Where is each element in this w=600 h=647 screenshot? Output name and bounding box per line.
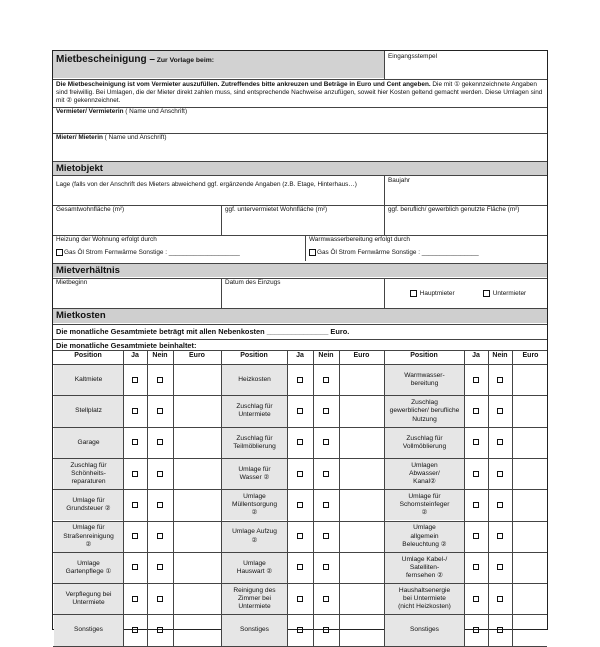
- nein-checkbox[interactable]: [497, 533, 503, 539]
- position-label: Heizkosten: [222, 365, 287, 395]
- ja-checkbox[interactable]: [132, 627, 138, 633]
- position-label: Umlage für Wasser ②: [222, 459, 287, 489]
- euro-amount-field[interactable]: [513, 428, 549, 458]
- nein-checkbox[interactable]: [157, 377, 163, 383]
- nein-checkbox[interactable]: [497, 627, 503, 633]
- ja-checkbox[interactable]: [297, 471, 303, 477]
- nein-checkbox[interactable]: [323, 564, 329, 570]
- ja-checkbox[interactable]: [132, 471, 138, 477]
- col-header-nein: Nein: [492, 352, 508, 359]
- nein-checkbox[interactable]: [497, 408, 503, 414]
- position-label: Reinigung des Zimmer bei Untermiete: [222, 584, 287, 614]
- tenant-field[interactable]: Mieter/ Mieterin ( Name und Anschrift): [56, 134, 167, 141]
- table-row-line: [53, 552, 547, 553]
- nein-checkbox[interactable]: [497, 471, 503, 477]
- table-row-line: [53, 583, 547, 584]
- euro-amount-field[interactable]: [340, 522, 384, 552]
- euro-amount-field[interactable]: [340, 584, 384, 614]
- position-label: Sonstiges: [54, 615, 123, 645]
- ja-checkbox[interactable]: [297, 408, 303, 414]
- ja-checkbox[interactable]: [132, 596, 138, 602]
- euro-amount-field[interactable]: [513, 522, 549, 552]
- nein-checkbox[interactable]: [497, 502, 503, 508]
- ja-checkbox[interactable]: [473, 377, 479, 383]
- nein-checkbox[interactable]: [157, 408, 163, 414]
- ja-checkbox[interactable]: [473, 627, 479, 633]
- gesamtmiete-line[interactable]: Die monatliche Gesamtmiete beträgt mit allen Nebenkosten _______________ Euro.: [56, 327, 350, 336]
- position-label: Umlage Aufzug ②: [222, 522, 287, 552]
- stamp-label: Eingangsstempel: [388, 53, 438, 60]
- col-header-euro: Euro: [522, 352, 539, 359]
- nein-checkbox[interactable]: [497, 596, 503, 602]
- position-label: Umlage allgemein Beleuchtung ②: [385, 522, 464, 552]
- section-mietverhaeltnis: Mietverhältnis: [56, 265, 120, 276]
- lage-field[interactable]: Lage (falls von der Anschrift des Mieters abweichend ggf. ergänzende Angaben (z.B. Etage, Hinterhaus…): [56, 181, 357, 188]
- beruflich-field[interactable]: ggf. beruflich/ gewerblich genutzte Fläche (m²): [388, 206, 520, 213]
- col-header-ja: Ja: [131, 352, 139, 359]
- position-label: Haushaltsenergie bei Untermiete (nicht Heizkosten): [385, 584, 464, 614]
- ja-checkbox[interactable]: [297, 627, 303, 633]
- position-label: Umlage Müllentsorgung ②: [222, 490, 287, 520]
- ja-checkbox[interactable]: [473, 471, 479, 477]
- position-label: Umlage für Straßenreinigung ②: [54, 522, 123, 552]
- nein-checkbox[interactable]: [323, 439, 329, 445]
- euro-amount-field[interactable]: [513, 365, 549, 395]
- position-label: Garage: [54, 428, 123, 458]
- ja-checkbox[interactable]: [473, 533, 479, 539]
- ja-checkbox[interactable]: [297, 502, 303, 508]
- euro-amount-field[interactable]: [513, 396, 549, 426]
- nein-checkbox[interactable]: [323, 533, 329, 539]
- untervermietet-field[interactable]: ggf. untervermietet Wohnfläche (m²): [225, 206, 328, 213]
- nein-checkbox[interactable]: [323, 502, 329, 508]
- euro-amount-field[interactable]: [174, 428, 221, 458]
- euro-amount-field[interactable]: [174, 396, 221, 426]
- table-row-line: [53, 489, 547, 490]
- position-label: Zuschlag gewerblicher/ berufliche Nutzung: [385, 396, 464, 426]
- table-row-line: [53, 395, 547, 396]
- euro-amount-field[interactable]: [513, 459, 549, 489]
- euro-amount-field[interactable]: [513, 584, 549, 614]
- nein-checkbox[interactable]: [157, 502, 163, 508]
- euro-amount-field[interactable]: [174, 365, 221, 395]
- euro-amount-field[interactable]: [174, 522, 221, 552]
- einzug-field[interactable]: Datum des Einzugs: [225, 279, 281, 286]
- col-header-position: Position: [74, 352, 102, 359]
- ja-checkbox[interactable]: [297, 533, 303, 539]
- euro-amount-field[interactable]: [174, 459, 221, 489]
- ja-checkbox[interactable]: [473, 408, 479, 414]
- nein-checkbox[interactable]: [323, 471, 329, 477]
- euro-amount-field[interactable]: [340, 490, 384, 520]
- euro-amount-field[interactable]: [513, 615, 549, 645]
- table-row-line: [53, 614, 547, 615]
- position-label: Sonstiges: [222, 615, 287, 645]
- baujahr-field[interactable]: Baujahr: [388, 177, 411, 184]
- col-header-ja: Ja: [472, 352, 480, 359]
- euro-amount-field[interactable]: [174, 553, 221, 583]
- form-title: Mietbescheinigung –: [56, 54, 155, 65]
- ja-checkbox[interactable]: [132, 439, 138, 445]
- mietbeginn-field[interactable]: Mietbeginn: [56, 279, 88, 286]
- ja-checkbox[interactable]: [132, 408, 138, 414]
- beinhaltet-label: Die monatliche Gesamtmiete beinhaltet:: [56, 341, 197, 350]
- warmwasser-label: Warmwasserbereitung erfolgt durch: [309, 236, 410, 243]
- warmwasser-options[interactable]: Gas Öl Strom Fernwärme Sonstige : ________________: [309, 249, 479, 257]
- heizung-label: Heizung der Wohnung erfolgt durch: [56, 236, 157, 243]
- section-mietkosten: Mietkosten: [56, 310, 106, 321]
- euro-amount-field[interactable]: [174, 584, 221, 614]
- euro-amount-field[interactable]: [340, 365, 384, 395]
- ja-checkbox[interactable]: [473, 596, 479, 602]
- euro-amount-field[interactable]: [340, 553, 384, 583]
- nein-checkbox[interactable]: [497, 564, 503, 570]
- nein-checkbox[interactable]: [157, 564, 163, 570]
- position-label: Umlage für Schornsteinfeger ②: [385, 490, 464, 520]
- ja-checkbox[interactable]: [297, 377, 303, 383]
- position-label: Stellplatz: [54, 396, 123, 426]
- position-label: Zuschlag für Vollmöblierung: [385, 428, 464, 458]
- nein-checkbox[interactable]: [157, 471, 163, 477]
- position-label: Umlage Kabel-/ Satelliten- fernsehen ②: [385, 553, 464, 583]
- position-label: Umlage Gartenpflege ①: [54, 553, 123, 583]
- rent-certificate-form: [52, 50, 548, 634]
- ja-checkbox[interactable]: [297, 564, 303, 570]
- ja-checkbox[interactable]: [132, 564, 138, 570]
- position-label: Zuschlag für Teilmöblierung: [222, 428, 287, 458]
- table-header-line: [53, 364, 547, 365]
- nein-checkbox[interactable]: [157, 596, 163, 602]
- ja-checkbox[interactable]: [473, 564, 479, 570]
- col-header-euro: Euro: [353, 352, 370, 359]
- table-row-line: [53, 521, 547, 522]
- euro-amount-field[interactable]: [340, 459, 384, 489]
- heizung-options[interactable]: Gas Öl Strom Fernwärme Sonstige : ____________________: [56, 249, 240, 257]
- position-label: Zuschlag für Schönheits- reparaturen: [54, 459, 123, 489]
- position-label: Warmwasser- bereitung: [385, 365, 464, 395]
- form-title-block: [56, 54, 214, 65]
- nein-checkbox[interactable]: [323, 627, 329, 633]
- ja-checkbox[interactable]: [132, 533, 138, 539]
- landlord-field[interactable]: Vermieter/ Vermieterin ( Name und Anschrift): [56, 108, 188, 115]
- table-row-line: [53, 458, 547, 459]
- position-label: Umlage Hauswart ②: [222, 553, 287, 583]
- nein-checkbox[interactable]: [497, 377, 503, 383]
- position-label: Umlage für Grundsteuer ②: [54, 490, 123, 520]
- euro-amount-field[interactable]: [174, 615, 221, 645]
- position-label: Zuschlag für Untermiete: [222, 396, 287, 426]
- section-mietobjekt: Mietobjekt: [56, 163, 103, 174]
- position-label: Umlagen Abwasser/ Kanal②: [385, 459, 464, 489]
- nein-checkbox[interactable]: [323, 408, 329, 414]
- table-top-line: [53, 350, 547, 351]
- col-header-nein: Nein: [318, 352, 334, 359]
- euro-amount-field[interactable]: [340, 615, 384, 645]
- col-header-nein: Nein: [152, 352, 168, 359]
- euro-amount-field[interactable]: [340, 396, 384, 426]
- ja-checkbox[interactable]: [473, 439, 479, 445]
- ja-checkbox[interactable]: [297, 439, 303, 445]
- col-header-ja: Ja: [296, 352, 304, 359]
- position-label: Kaltmiete: [54, 365, 123, 395]
- intro-text: Die Mietbescheinigung ist vom Vermieter auszufüllen. Zutreffendes bitte ankreuzen und Beträge in Euro und Cent angeben. Die mit ① gekennzeichnete Angaben sind freiwillig. Bei Umlagen, die der Mieter direkt zahlen muss, sind entsprechende Nachweise anzufügen, soweit hier Kosten geltend gemacht werden. Diese Umlagen sind mit ② gekennzeichnet.: [56, 81, 543, 104]
- nein-checkbox[interactable]: [157, 533, 163, 539]
- euro-amount-field[interactable]: [513, 553, 549, 583]
- ja-checkbox[interactable]: [473, 502, 479, 508]
- untermieter-checkbox[interactable]: Untermieter: [483, 290, 526, 298]
- form-subtitle: Zur Vorlage beim:: [156, 57, 215, 64]
- col-header-euro: Euro: [189, 352, 205, 359]
- euro-amount-field[interactable]: [513, 490, 549, 520]
- gesamtwohnflaeche-field[interactable]: Gesamtwohnfläche (m²): [56, 206, 125, 213]
- nein-checkbox[interactable]: [157, 627, 163, 633]
- col-header-position: Position: [240, 352, 268, 359]
- table-row-line: [53, 427, 547, 428]
- hauptmieter-checkbox[interactable]: Hauptmieter: [410, 290, 455, 298]
- euro-amount-field[interactable]: [174, 490, 221, 520]
- nein-checkbox[interactable]: [323, 377, 329, 383]
- euro-amount-field[interactable]: [340, 428, 384, 458]
- col-header-position: Position: [410, 352, 438, 359]
- ja-checkbox[interactable]: [297, 596, 303, 602]
- ja-checkbox[interactable]: [132, 502, 138, 508]
- position-label: Sonstiges: [385, 615, 464, 645]
- position-label: Verpflegung bei Untermiete: [54, 584, 123, 614]
- ja-checkbox[interactable]: [132, 377, 138, 383]
- nein-checkbox[interactable]: [497, 439, 503, 445]
- nein-checkbox[interactable]: [323, 596, 329, 602]
- nein-checkbox[interactable]: [157, 439, 163, 445]
